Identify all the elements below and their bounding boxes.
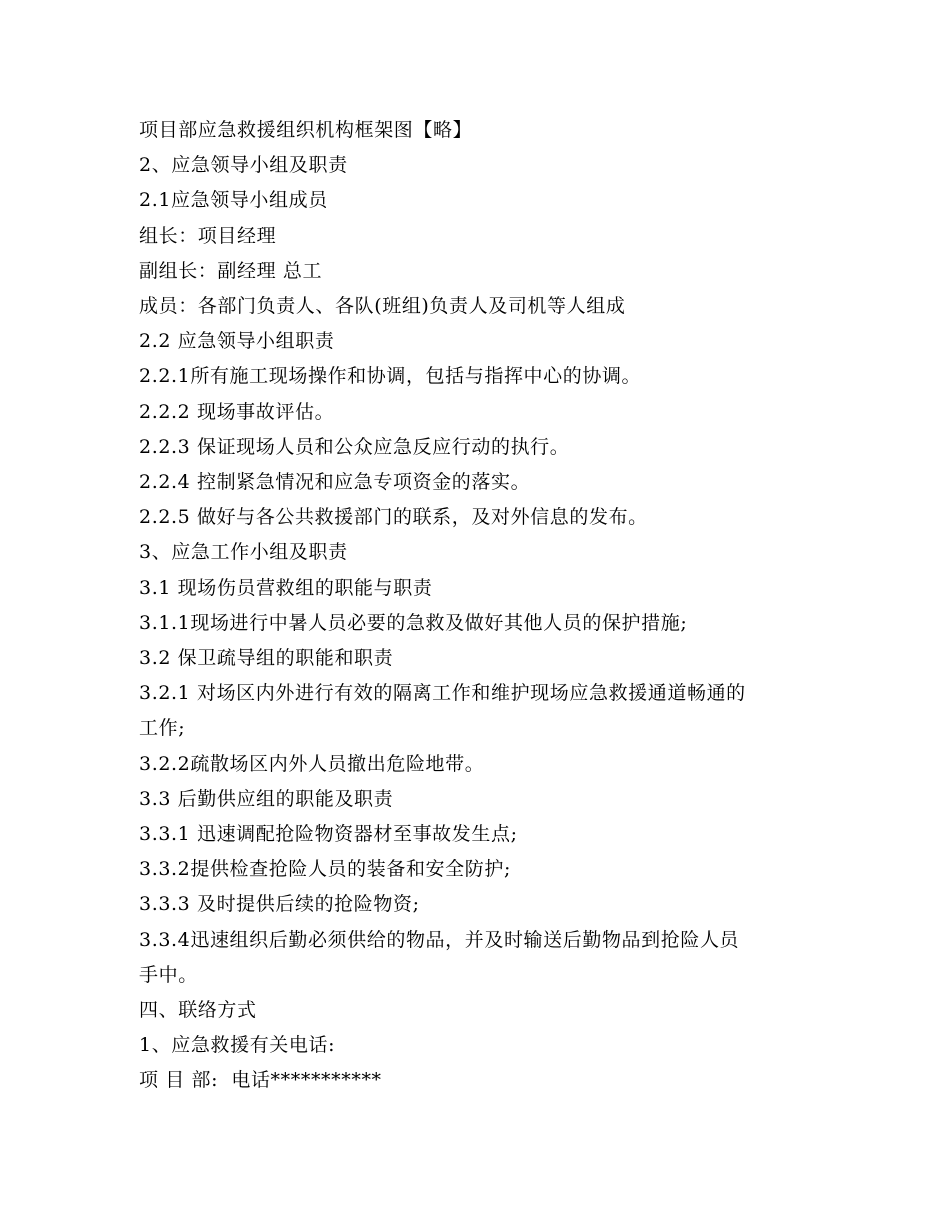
- subsection-heading: 3.1 现场伤员营救组的职能与职责: [139, 576, 433, 599]
- list-item: 2.2.3 保证现场人员和公众应急反应行动的执行。: [139, 435, 570, 458]
- document-body: [139, 113, 829, 1099]
- subsection-heading: 2.1应急领导小组成员: [139, 189, 328, 212]
- list-item: 2.2.1所有施工现场操作和协调，包括与指挥中心的协调。: [139, 365, 642, 388]
- list-item: 2.2.5 做好与各公共救援部门的联系，及对外信息的发布。: [139, 506, 648, 529]
- section-heading: 2、应急领导小组及职责: [139, 154, 348, 177]
- text-line: 成员：各部门负责人、各队(班组)负责人及司机等人组成: [139, 295, 626, 318]
- text-line: 项目部应急救援组织机构框架图【略】: [139, 119, 473, 141]
- list-item: 3.3.2提供检查抢险人员的装备和安全防护;: [139, 858, 511, 881]
- list-item: 2.2.4 控制紧急情况和应急专项资金的落实。: [139, 471, 531, 494]
- subsection-heading: 1、应急救援有关电话:: [139, 1034, 336, 1057]
- list-item-continuation: 手中。: [139, 963, 198, 986]
- subsection-heading: 3.2 保卫疏导组的职能和职责: [139, 647, 394, 670]
- text-line: 组长：项目经理: [139, 224, 277, 247]
- list-item: 3.3.1 迅速调配抢险物资器材至事故发生点;: [139, 823, 518, 846]
- list-item: 3.3.4迅速组织后勤必须供给的物品，并及时输送后勤物品到抢险人员: [139, 928, 740, 951]
- subsection-heading: 3.3 后勤供应组的职能及职责: [139, 787, 394, 810]
- list-item: 3.1.1现场进行中暑人员必要的急救及做好其他人员的保护措施;: [139, 611, 688, 634]
- contact-line: 项 目 部: 电话***********: [139, 1069, 382, 1092]
- list-item: 3.2.1 对场区内外进行有效的隔离工作和维护现场应急救援通道畅通的: [139, 682, 746, 705]
- section-heading: 3、应急工作小组及职责: [139, 541, 348, 564]
- subsection-heading: 2.2 应急领导小组职责: [139, 330, 335, 353]
- list-item: 3.3.3 及时提供后续的抢险物资;: [139, 893, 420, 916]
- text-line: 副组长：副经理 总工: [139, 259, 323, 282]
- list-item-continuation: 工作;: [139, 717, 186, 740]
- list-item: 3.2.2疏散场区内外人员撤出危险地带。: [139, 752, 485, 775]
- list-item: 2.2.2 现场事故评估。: [139, 400, 335, 423]
- section-heading: 四、联络方式: [139, 999, 257, 1022]
